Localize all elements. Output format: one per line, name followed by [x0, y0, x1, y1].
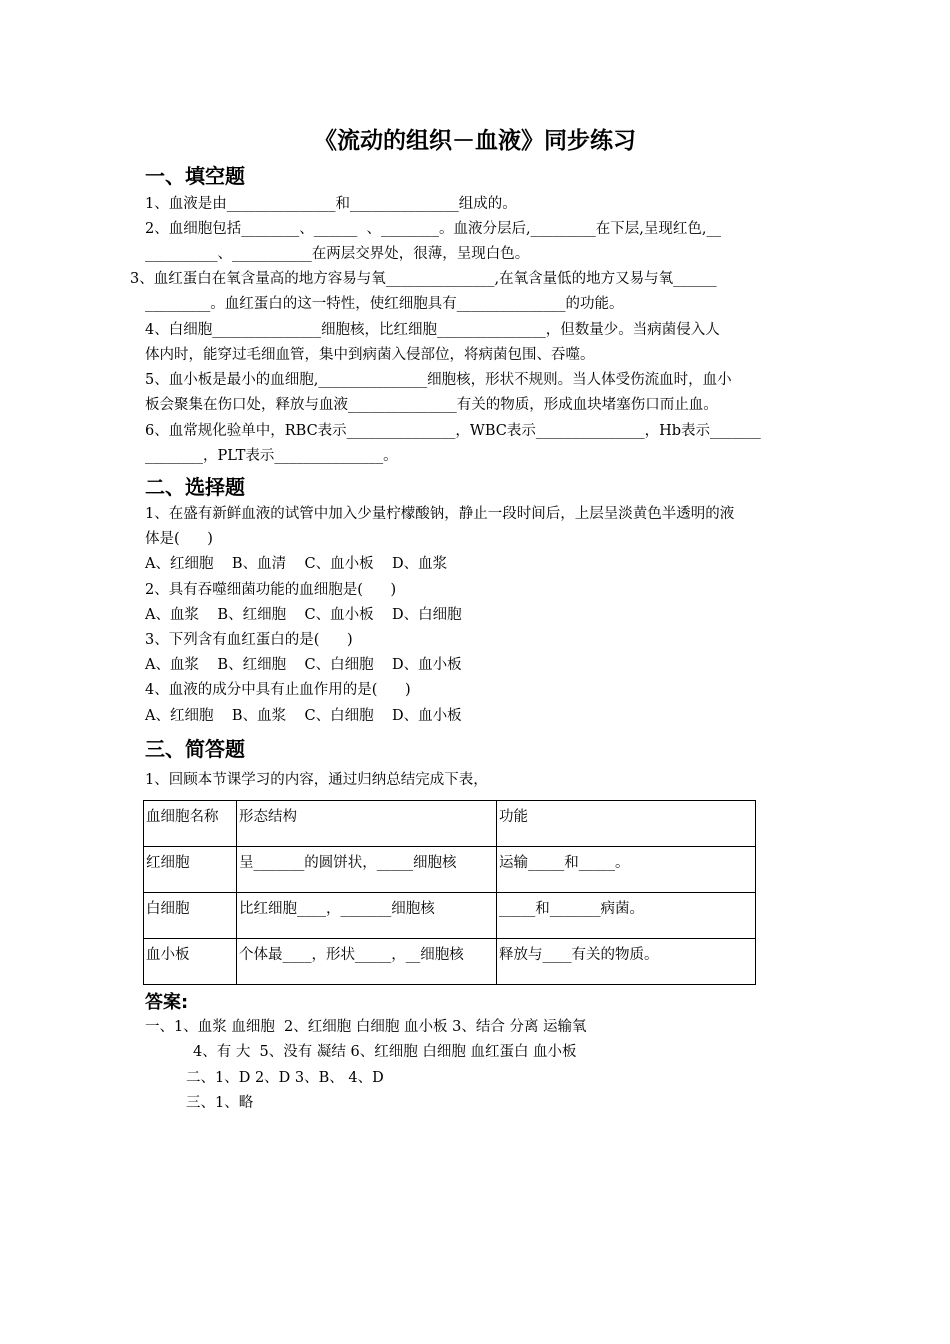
table-cell: 运输_____和_____。 — [497, 847, 756, 893]
answer-line: 三、1、略 — [186, 1095, 254, 1111]
table-cell: 红细胞 — [144, 847, 237, 893]
table-cell: 呈_______的圆饼状，_____细胞核 — [237, 847, 497, 893]
table-header-row — [144, 801, 756, 847]
section-choice-heading: 二、选择题 — [145, 475, 245, 499]
table-header-cell: 功能 — [497, 801, 756, 847]
fill-line: 体内时，能穿过毛细血管，集中到病菌入侵部位，将病菌包围、吞噬。 — [145, 347, 595, 363]
fill-line: 3、血红蛋白在氧含量高的地方容易与氧_______________,在氧含量低的地方又易与氧______ — [130, 271, 717, 287]
fill-line: 2、血细胞包括________、______ 、________。血液分层后,_________在下层,呈现红色,__ — [145, 221, 722, 237]
table-row — [144, 939, 756, 985]
document-title: 《流动的组织－血液》同步练习 — [314, 128, 636, 154]
fill-line: 4、白细胞_______________细胞核，比红细胞_______________，但数量少。当病菌侵入人 — [145, 322, 720, 338]
table-row — [144, 893, 756, 939]
table-row — [144, 847, 756, 893]
answer-line: 4、有 大 5、没有 凝结 6、红细胞 白细胞 血红蛋白 血小板 — [193, 1044, 577, 1060]
table-cell: 白细胞 — [144, 893, 237, 939]
blood-cell-table — [143, 800, 756, 985]
section-short-heading: 三、简答题 — [145, 737, 245, 761]
choice-line: 1、在盛有新鲜血液的试管中加入少量柠檬酸钠，静止一段时间后，上层呈淡黄色半透明的液 — [145, 506, 735, 522]
fill-line: 1、血液是由_______________和_______________组成的。 — [145, 196, 517, 212]
fill-line: 6、血常规化验单中，RBC表示_______________，WBC表示_______________，Hb表示_______ — [145, 423, 761, 439]
choice-line: 2、具有吞噬细菌功能的血细胞是( ) — [145, 582, 397, 598]
choice-line: A、血浆 B、红细胞 C、白细胞 D、血小板 — [145, 657, 462, 673]
answers-label: 答案: — [145, 992, 189, 1013]
table-header-cell: 形态结构 — [237, 801, 497, 847]
short-intro: 1、回顾本节课学习的内容，通过归纳总结完成下表， — [145, 772, 488, 788]
fill-line: 板会聚集在伤口处，释放与血液_______________有关的物质，形成血块堵塞伤口而止血。 — [145, 397, 718, 413]
table-header-cell: 血细胞名称 — [144, 801, 237, 847]
choice-line: 体是( ) — [145, 531, 213, 547]
fill-line: ________，PLT表示_______________。 — [145, 448, 398, 464]
choice-line: A、血浆 B、红细胞 C、血小板 D、白细胞 — [145, 607, 462, 623]
fill-line: 5、血小板是最小的血细胞,_______________细胞核，形状不规则。当人体受伤流血时，血小 — [145, 372, 732, 388]
section-fill-heading: 一、填空题 — [145, 164, 245, 188]
choice-line: A、红细胞 B、血浆 C、白细胞 D、血小板 — [145, 708, 462, 724]
fill-line: _________。血红蛋白的这一特性，使红细胞具有_______________的功能。 — [145, 296, 624, 312]
fill-line: __________、___________在两层交界处，很薄，呈现白色。 — [145, 246, 530, 262]
table-cell: 个体最____，形状_____，__细胞核 — [237, 939, 497, 985]
choice-line: A、红细胞 B、血清 C、血小板 D、血浆 — [145, 556, 448, 572]
answer-line: 二、1、D 2、D 3、B、 4、D — [186, 1070, 384, 1086]
choice-line: 3、下列含有血红蛋白的是( ) — [145, 632, 353, 648]
table-cell: _____和_______病菌。 — [497, 893, 756, 939]
answer-line: 一、1、血浆 血细胞 2、红细胞 白细胞 血小板 3、结合 分离 运输氧 — [145, 1019, 587, 1035]
table-cell: 血小板 — [144, 939, 237, 985]
table-cell: 比红细胞____，_______细胞核 — [237, 893, 497, 939]
table-cell: 释放与____有关的物质。 — [497, 939, 756, 985]
choice-line: 4、血液的成分中具有止血作用的是( ) — [145, 682, 411, 698]
